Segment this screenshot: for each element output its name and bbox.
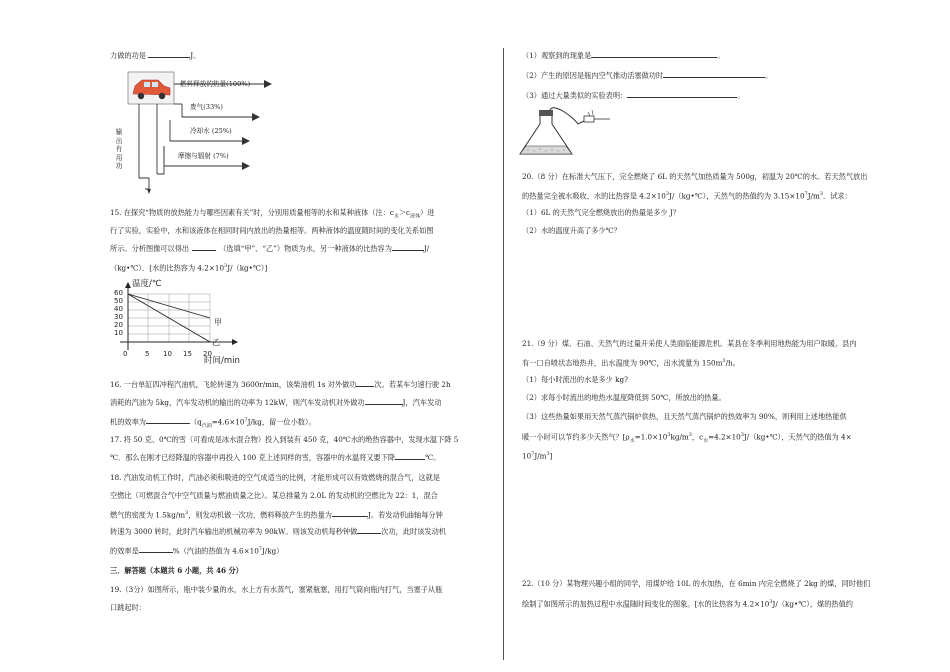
answer-blank[interactable] xyxy=(357,533,381,534)
answer-blank[interactable] xyxy=(395,459,425,460)
q17-line1: 17. 将 50 克、0℃的雪（可看成是冰水混合物）投入到装有 450 克，40℃水的绝热容器中，发现水温下降 5 xyxy=(110,435,459,444)
q20-line1: 20.（8 分）在标准大气压下，完全燃烧了 6L 的天然气加热质量为 500g，初温为 20℃的水。若天然气放出 xyxy=(522,172,868,181)
q21-sub3-line3: $10^7J/m^3$] xyxy=(522,451,553,461)
flow-line xyxy=(139,104,149,189)
label-cooling-water: 冷却水 (25%) xyxy=(190,127,232,135)
graph-origin-tick: 0 xyxy=(123,350,128,358)
q15-line1: 15. 在探究“物质的放热能力与哪些因素有关”时，分别用质量相等的水和某种液体（注：$c_水>c_{液体}$）进 xyxy=(110,208,435,220)
q21-line2: 有一口自喷状态地热井，出水温度为 90℃，出水流量为 $150m^3/h$。 xyxy=(522,358,740,368)
graph-x-tick: 10 xyxy=(163,350,172,358)
answer-blank[interactable] xyxy=(627,97,737,98)
q20-line2: 的热量完全被水吸收，水的比热容是 $4.2\times 10^3J/(kg•℃)$，天然气的热值约为 $3.15\times 10^7J/m^3$．试求： xyxy=(522,191,852,201)
q21-sub1: （1）每小时流出的水是多少 kg? xyxy=(522,375,628,384)
graph-label-jia: 甲 xyxy=(214,318,222,327)
q17-line2: ℃．那么在刚才已经降温的容器中再投入 100 克上述同样的雪，容器中的水温将又要下降 ℃。 xyxy=(110,453,441,462)
graph-x-tick: 15 xyxy=(183,350,192,358)
car-window-icon xyxy=(144,82,150,87)
q20-sub2: （2）水的温度升高了多少℃？ xyxy=(522,226,621,235)
answer-blank[interactable] xyxy=(356,386,374,387)
x-axis-arrow-icon xyxy=(232,339,238,345)
q19-item1: （1）观察到的现象是 。 xyxy=(522,51,725,60)
answer-blank[interactable] xyxy=(591,57,717,58)
q20-sub1: （1）6L 的天然气完全燃烧放出的热量是多少 J？ xyxy=(522,208,680,217)
q22-line1: 22.（10 分）某物理兴趣小组的同学，用煤炉给 10L 的水加热，在 6min 内完全燃烧了 2kg 的煤，同时他们 xyxy=(522,579,871,588)
label-friction-radiation: 摩擦与辐射 (7%) xyxy=(178,152,229,160)
q19-line1: 19.（3分）如图所示，瓶中装少量的水，水上方有水蒸气，塞紧瓶塞，用打气筒向瓶内打气，当塞子从瓶 xyxy=(110,585,443,594)
q18-line5: 的效率是 %（汽油的热值为 $4.6\times 10^7J/kg$） xyxy=(110,546,284,556)
intro-line: 力做的功是 J。 xyxy=(110,51,201,60)
flask-svg xyxy=(514,104,614,164)
graph-y-title: 温度/℃ xyxy=(132,279,162,289)
flask-stopper-icon xyxy=(539,110,553,116)
energy-flow-diagram xyxy=(115,66,294,196)
q21-sub3: （3）这些热量如果用天然气蒸汽锅炉供热，且天然气蒸汽锅炉的热效率为 90%，则利用上述地热能供 xyxy=(522,412,847,421)
q16-line3: 机的效率为 （$q_{汽油}=4.6\times 10^7J/kg$，留一位小数）。 xyxy=(110,417,316,429)
q19-item3: （3）通过大量类似的实验表明： 。 xyxy=(522,91,745,100)
answer-blank[interactable] xyxy=(663,77,765,78)
q15-line2: 行了实验，实验中，水和该液体在相同时间内放出的热量相等。两种液体的温度随时间的变化关系如图 xyxy=(110,226,434,235)
q18-line4: 转速为 3000 转时，此时汽车输出的机械功率为 90kW。则该发动机每秒钟做 次功，此时该发动机 xyxy=(110,527,446,536)
air-tube-icon xyxy=(550,108,586,124)
car-wheel-icon xyxy=(138,93,144,99)
q19-line2: 口跳起时： xyxy=(110,603,146,612)
answer-blank[interactable] xyxy=(139,552,173,553)
column-divider xyxy=(503,48,504,660)
q21-line1: 21.（9 分）煤、石油、天然气的过量开采使人类面临能源危机。某县在冬季利用地热能为用户取暖。县内 xyxy=(522,339,857,348)
q18-line2: 空燃比（可燃混合气中空气质量与燃油质量之比）。某总排量为 2.0L 的发动机的空燃比为 22：1，混合 xyxy=(110,491,438,500)
y-axis-arrow-icon xyxy=(125,282,131,288)
car-window-icon xyxy=(152,82,158,87)
q21-sub2: （2）求每小时流出的地热水温度降低到 50℃，所放出的热量。 xyxy=(522,393,726,402)
q18-line3: 燃气的密度为 $1.5kg/m^3$，则发动机做一次功，燃料释放产生的热量为 J。若发动机曲轴每分钟 xyxy=(110,510,443,520)
temperature-graph xyxy=(114,280,264,372)
flow-arrow-icon xyxy=(147,189,151,194)
graph-x-title: 时间/min xyxy=(204,356,240,366)
answer-blank[interactable] xyxy=(192,250,216,251)
q16-line2: 消耗的汽油为 5kg，汽车发动机的输出的功率为 12kW，则汽车发动机对外做功 J，汽车发动 xyxy=(110,398,442,407)
graph-y-ticks: 60 50 40 30 20 10 xyxy=(114,289,123,337)
flow-arrow-icon xyxy=(242,137,250,145)
q21-sub3-line2: 暖一小时可以节约多少天然气？[$\rho_水=1.0\times 10^3kg/m^3$，$c_水=4.2\times 10^3J/(kg•℃)$，天然气的热值为 4× xyxy=(522,432,852,444)
flow-arrow-icon xyxy=(264,80,272,88)
answer-blank[interactable] xyxy=(148,57,190,58)
answer-blank[interactable] xyxy=(365,404,403,405)
q15-line3: 所示。分析图像可以得出 （选填“甲”、“乙”）物质为水，另一种液体的比热容为 J/ xyxy=(110,244,430,253)
graph-x-tick: 20 xyxy=(203,350,212,358)
graph-x-tick: 5 xyxy=(145,350,150,358)
pump-connector-icon xyxy=(584,116,594,122)
flow-arrow-icon xyxy=(242,162,250,170)
flask-illustration xyxy=(514,104,614,164)
answer-blank[interactable] xyxy=(146,423,190,424)
flow-arrow-icon xyxy=(252,113,260,121)
answer-blank[interactable] xyxy=(392,250,424,251)
q18-line1: 18. 汽油发动机工作时，汽油必须和吸进的空气成适当的比例，才能形成可以有效燃烧的混合气，这就是 xyxy=(110,473,440,482)
label-useful-work: 输 出 有 用 功 xyxy=(115,128,123,171)
q22-line2: 绘制了如图所示的加热过程中水温随时间变化的图象。[水的比热容为 $4.2\times 10^3J/(kg•℃)$，煤的热值约 xyxy=(522,599,853,609)
label-total-heat: 燃料释放的热量(100%) xyxy=(180,80,251,88)
graph-label-yi: 乙 xyxy=(212,338,220,347)
section-heading: 三．解答题（本题共 6 小题，共 46 分） xyxy=(110,566,243,575)
q19-item2: （2）产生的原因是瓶内空气推动活塞做功时 。 xyxy=(522,71,773,80)
label-exhaust: 废气(33%) xyxy=(190,103,223,111)
car-wheel-icon xyxy=(159,93,165,99)
answer-blank[interactable] xyxy=(332,516,368,517)
q16-line1: 16. 一台单缸四冲程汽油机，飞轮转速为 3600r/min，该柴油机 1s 对外做功 次。若某车匀速行驶 2h xyxy=(110,380,451,389)
q15-line4: （kg•℃）．[水的比热容为 $4.2\times 10^3J/(kg•℃)$] xyxy=(110,263,268,273)
